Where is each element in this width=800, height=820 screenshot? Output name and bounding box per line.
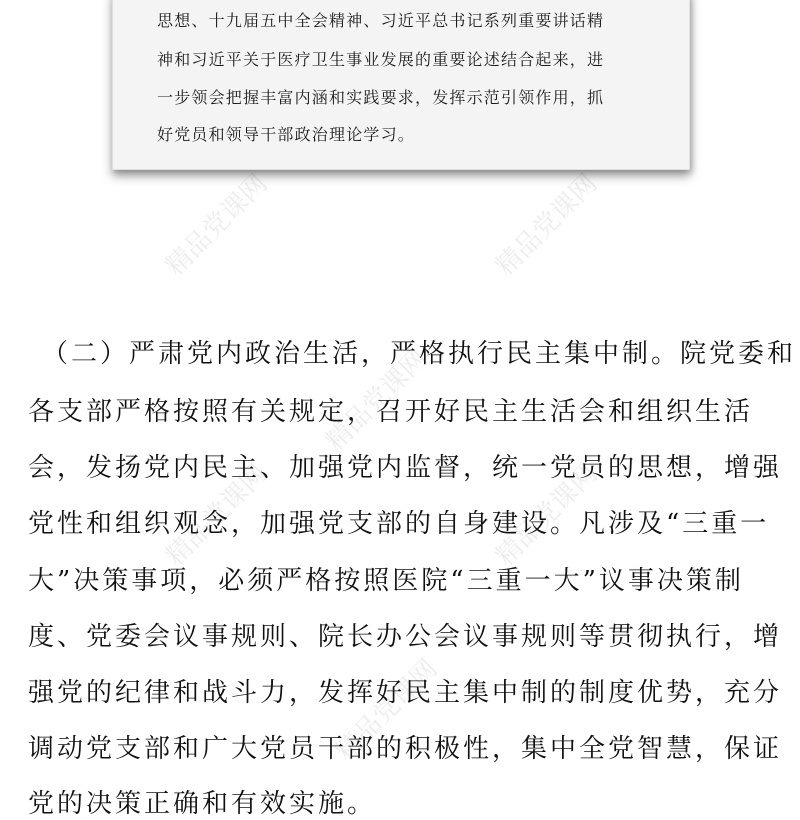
card-text-line: 好党员和领导干部政治理论学习。 (157, 125, 416, 144)
card-text-line: 思想、十九届五中全会精神、习近平总书记系列重要讲话精 (157, 11, 605, 30)
body-text-line: 党的决策正确和有效实施。 (28, 789, 377, 819)
watermark: 精品党课网 (320, 343, 434, 457)
card-text-line: 神和习近平关于医疗卫生事业发展的重要论述结合起来，进 (157, 50, 605, 69)
watermark: 精品党课网 (490, 458, 604, 572)
body-text-line: 党性和组织观念，加强党支部的自身建设。凡涉及“三重一 (28, 509, 770, 539)
card-text-line: 一步领会把握丰富内涵和实践要求，发挥示范引领作用，抓 (157, 88, 605, 107)
body-text-line: 会，发扬党内民主、加强党内监督，统一党员的思想，增强 (28, 453, 783, 483)
body-text-line: 强党的纪律和战斗力，发挥好民主集中制的制度优势，充分 (28, 678, 783, 708)
watermark: 精品党课网 (160, 168, 274, 282)
watermark: 精品党课网 (330, 653, 444, 767)
watermark: 精品党课网 (490, 168, 604, 282)
body-text-line: 大”决策事项，必须严格按照医院“三重一大”议事决策制 (28, 566, 744, 596)
quote-card (112, 0, 690, 170)
body-text-line: 调动党支部和广大党员干部的积极性，集中全党智慧，保证 (28, 734, 783, 764)
body-text-line: 各支部严格按照有关规定，召开好民主生活会和组织生活 (28, 397, 754, 427)
body-text-line: 度、党委会议事规则、院长办公会议事规则等贯彻执行，增 (28, 622, 783, 652)
body-text-line: （二）严肃党内政治生活，严格执行民主集中制。院党委和 (42, 339, 797, 369)
watermark: 精品党课网 (160, 458, 274, 572)
